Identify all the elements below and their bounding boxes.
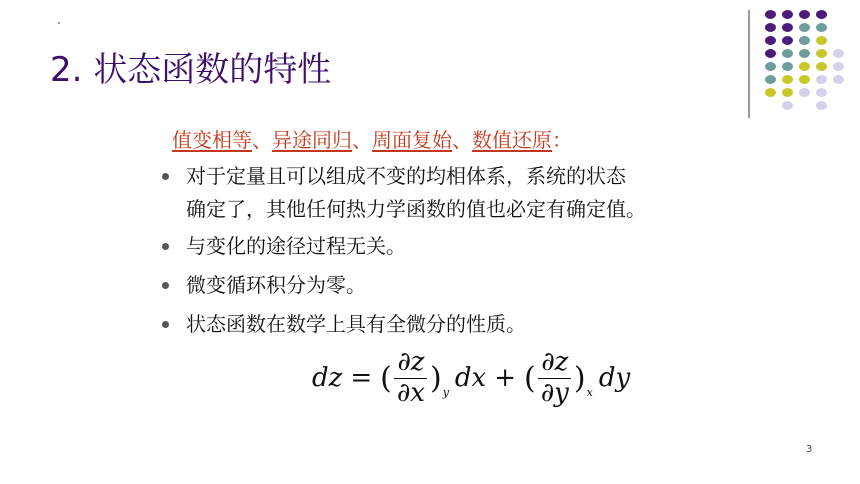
subtitle-sep-2: 、 [352,128,372,152]
subtitle-term-2: 异途同归 [272,128,352,152]
bullet-text-line: 与变化的途径过程无关。 [186,234,406,258]
partial-derivative-x [394,348,428,409]
formula-dx: dx [454,363,487,394]
formula-paren-open: ( [380,360,392,396]
bullet-text-line: 确定了，其他任何热力学函数的值也必定有确定值。 [186,197,646,221]
subtitle-term-3: 周面复始 [372,128,452,152]
subtitle-term-1: 值变相等 [172,128,252,152]
formula-plus: + [494,363,517,394]
bullet-item [158,308,758,341]
partial-derivative-y [538,348,572,409]
decorative-dot-grid [765,10,841,106]
formula-paren-close: ) [429,360,442,396]
page-number: 3 [806,444,813,455]
bullet-dot-icon [162,321,169,328]
subtitle-term-4: 数值还原 [472,128,552,152]
frac-denominator: ∂x [396,377,425,408]
formula-equals: = [350,363,373,394]
bullet-text-line: 状态函数在数学上具有全微分的性质。 [186,312,526,336]
bullet-item [158,230,758,263]
frac-numerator: ∂z [538,348,571,379]
slide-title: 2. 状态函数的特性 [50,50,332,90]
bullet-item [158,269,758,302]
bullet-item [158,160,758,226]
subtitle-sep-3: 、 [452,128,472,152]
formula-paren-open: ( [524,360,536,396]
subtitle-sep-1: 、 [252,128,272,152]
formula-lhs: dz [312,363,343,394]
subtitle-colon: ： [552,128,572,152]
formula-paren-close: ) [573,360,586,396]
total-differential-formula [312,348,630,409]
formula-subscript: x [586,385,593,399]
formula-dy: dy [598,363,631,394]
frac-numerator: ∂z [394,348,427,379]
divider-line [748,10,750,118]
tiny-mark [58,22,60,24]
bullet-dot-icon [162,282,169,289]
bullet-dot-icon [162,243,169,250]
bullet-list [158,160,758,341]
formula-subscript: y [442,385,449,399]
bullet-text-line: 微变循环积分为零。 [186,273,366,297]
bullet-text-line: 对于定量且可以组成不变的均相体系，系统的状态 [186,164,626,188]
property-subtitle [172,124,572,153]
frac-denominator: ∂y [540,377,569,408]
bullet-dot-icon [162,173,169,180]
